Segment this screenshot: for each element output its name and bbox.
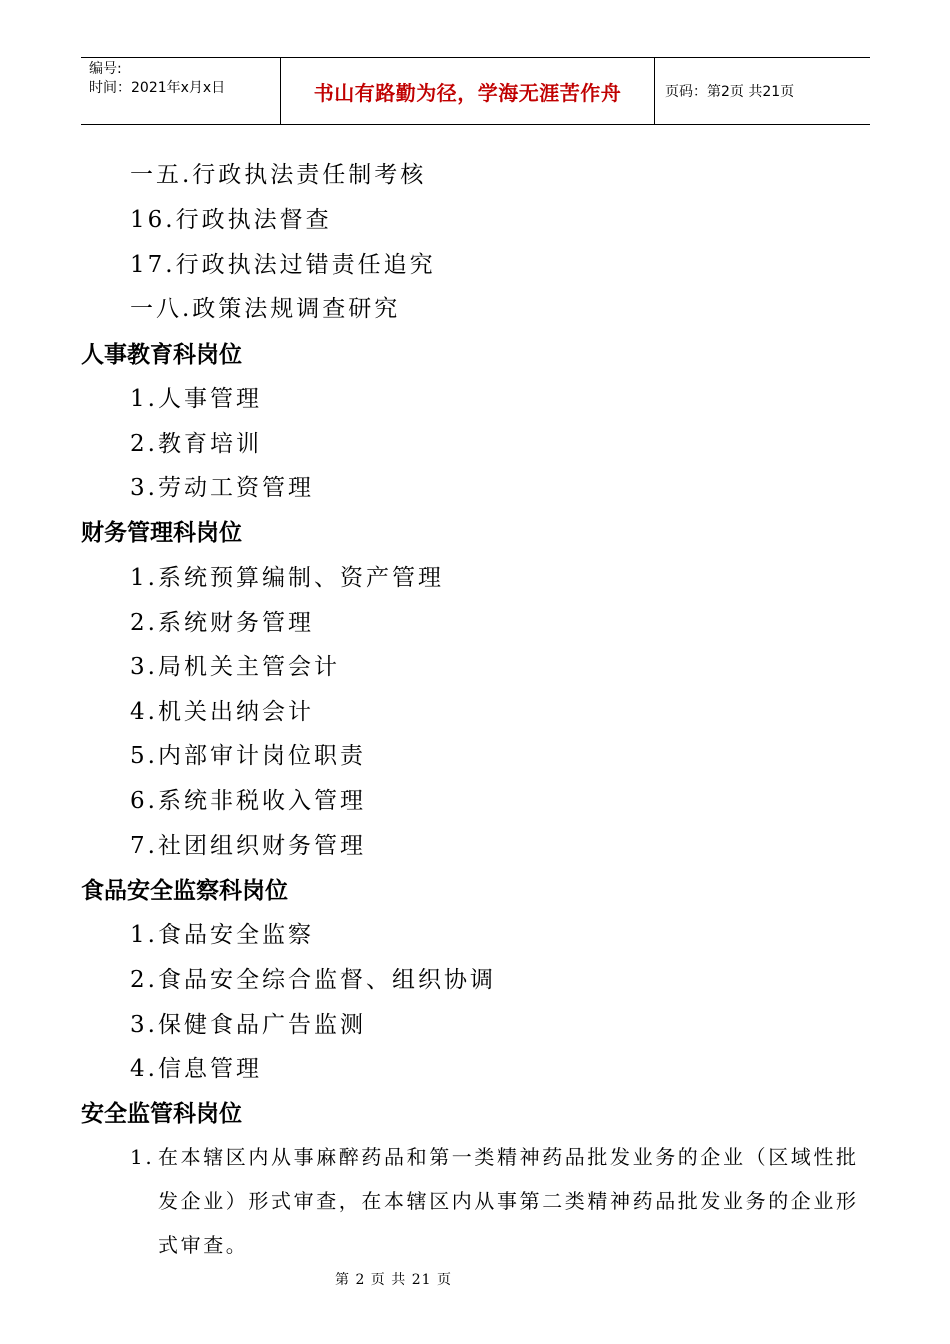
paragraph (130, 1135, 870, 1267)
list-item: 7.社团组织财务管理 (130, 833, 366, 859)
list-item: 2.教育培训 (130, 431, 262, 457)
list-item: 3.局机关主管会计 (130, 654, 340, 680)
paragraph-line: 发企业）形式审查，在本辖区内从事第二类精神药品批发业务的企业形 (158, 1189, 859, 1213)
document-number-label: 编号: (89, 61, 122, 77)
document-header (81, 57, 870, 125)
list-item: 一八.政策法规调查研究 (130, 296, 401, 322)
list-item: 6.系统非税收入管理 (130, 788, 366, 814)
section-heading: 安全监管科岗位 (81, 1101, 242, 1127)
section-heading: 食品安全监察科岗位 (81, 878, 288, 904)
list-item: 1.系统预算编制、资产管理 (130, 565, 444, 591)
list-item: 一五.行政执法责任制考核 (130, 162, 427, 188)
list-item: 1.食品安全监察 (130, 922, 314, 948)
list-item: 4.机关出纳会计 (130, 699, 314, 725)
paragraph-line: 式审查。 (158, 1233, 249, 1257)
list-item: 3.劳动工资管理 (130, 475, 314, 501)
section-heading: 人事教育科岗位 (81, 342, 242, 368)
header-page-label: 页码：第2页 共21页 (665, 84, 795, 100)
section-heading: 财务管理科岗位 (81, 520, 242, 546)
paragraph-text: 在本辖区内从事麻醉药品和第一类精神药品批发业务的企业（区域性批 (158, 1145, 859, 1169)
list-item: 16.行政执法督查 (130, 207, 332, 233)
paragraph-number: 1. (130, 1145, 155, 1169)
page-footer: 第 2 页 共 21 页 (335, 1272, 452, 1288)
paragraph-line (130, 1135, 870, 1179)
header-motto: 书山有路勤为径，学海无涯苦作舟 (281, 58, 655, 124)
document-date-label: 时间：2021年x月x日 (89, 80, 226, 96)
list-item: 1.人事管理 (130, 386, 262, 412)
list-item: 17.行政执法过错责任追究 (130, 252, 436, 278)
list-item: 2.系统财务管理 (130, 610, 314, 636)
list-item: 3.保健食品广告监测 (130, 1012, 366, 1038)
header-meta-cell (81, 58, 281, 124)
list-item: 4.信息管理 (130, 1056, 262, 1082)
list-item: 2.食品安全综合监督、组织协调 (130, 967, 496, 993)
list-item: 5.内部审计岗位职责 (130, 743, 366, 769)
